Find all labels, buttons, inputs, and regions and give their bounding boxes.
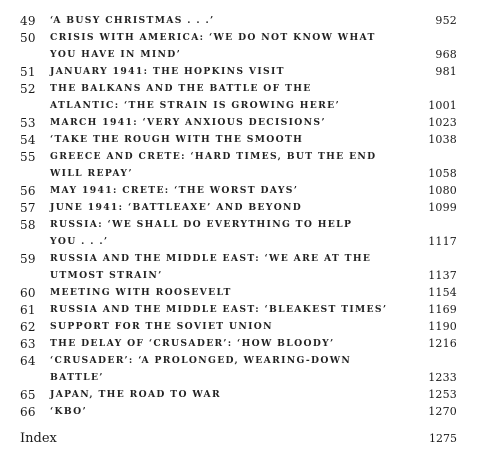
chapter-number: 56	[20, 184, 36, 198]
chapter-title	[50, 318, 420, 335]
chapter-number: 53	[20, 116, 36, 130]
page-number: 1137	[428, 269, 457, 282]
page-number: 1190	[428, 320, 457, 333]
index-page-number: 1275	[429, 432, 457, 445]
page-number: 1038	[428, 133, 457, 146]
chapter-title-line: SUPPORT FOR THE SOVIET UNION	[50, 321, 273, 332]
page-number: 1117	[428, 235, 457, 248]
page-number: 1058	[428, 167, 457, 180]
chapter-title	[50, 403, 420, 420]
chapter-number: 51	[20, 65, 36, 79]
chapter-number: 62	[20, 320, 36, 334]
chapter-title	[50, 199, 420, 216]
page-number: 1023	[428, 116, 457, 129]
chapter-title-line: MAY 1941: CRETE: ‘THE WORST DAYS’	[50, 185, 299, 196]
page-number: 1080	[428, 184, 457, 197]
chapter-title	[50, 216, 420, 250]
page-number: 1253	[428, 388, 457, 401]
chapter-title	[50, 80, 420, 114]
chapter-title	[50, 114, 420, 131]
chapter-title	[50, 386, 420, 403]
page-number: 952	[435, 14, 457, 27]
chapter-title-line: ATLANTIC: ‘THE STRAIN IS GROWING HERE’	[50, 100, 341, 111]
chapter-title	[50, 335, 420, 352]
page-number: 1233	[428, 371, 457, 384]
chapter-title-line: RUSSIA AND THE MIDDLE EAST: ‘BLEAKEST TIMES’	[50, 304, 388, 315]
chapter-title-line: MARCH 1941: ‘VERY ANXIOUS DECISIONS’	[50, 117, 326, 128]
chapter-title-line: JANUARY 1941: THE HOPKINS VISIT	[50, 66, 285, 77]
chapter-number: 58	[20, 218, 36, 232]
chapter-number: 49	[20, 14, 36, 28]
chapter-title	[50, 148, 420, 182]
chapter-number: 65	[20, 388, 36, 402]
page-number: 1169	[428, 303, 457, 316]
chapter-number: 55	[20, 150, 36, 164]
chapter-title-line: YOU . . .’	[50, 236, 109, 247]
chapter-title	[50, 12, 420, 29]
chapter-title	[50, 63, 420, 80]
chapter-number: 57	[20, 201, 36, 215]
chapter-title-line: THE DELAY OF ‘CRUSADER’: ‘HOW BLOODY’	[50, 338, 335, 349]
chapter-number: 66	[20, 405, 36, 419]
chapter-title-line: THE BALKANS AND THE BATTLE OF THE	[50, 83, 312, 94]
page-number: 1216	[428, 337, 457, 350]
chapter-title-line: RUSSIA: ‘WE SHALL DO EVERYTHING TO HELP	[50, 219, 353, 230]
chapter-number: 64	[20, 354, 36, 368]
chapter-title	[50, 250, 420, 284]
page-number: 1001	[428, 99, 457, 112]
chapter-title	[50, 284, 420, 301]
chapter-title	[50, 352, 420, 386]
chapter-title	[50, 29, 420, 63]
page-number: 968	[435, 48, 457, 61]
chapter-title-line: JAPAN, THE ROAD TO WAR	[50, 389, 221, 400]
chapter-title-line: ‘TAKE THE ROUGH WITH THE SMOOTH	[50, 134, 304, 145]
index-label: Index	[20, 431, 57, 446]
chapter-title-line: BATTLE’	[50, 372, 104, 383]
chapter-number: 50	[20, 31, 36, 45]
chapter-title-line: JUNE 1941: ‘BATTLEAXE’ AND BEYOND	[50, 202, 303, 213]
chapter-title-line: CRISIS WITH AMERICA: ‘WE DO NOT KNOW WHAT	[50, 32, 376, 43]
chapter-title-line: ‘CRUSADER’: ‘A PROLONGED, WEARING-DOWN	[50, 355, 352, 366]
chapter-title	[50, 301, 420, 318]
page-number: 1099	[428, 201, 457, 214]
chapter-number: 60	[20, 286, 36, 300]
chapter-title-line: GREECE AND CRETE: ‘HARD TIMES, BUT THE END	[50, 151, 377, 162]
chapter-title-line: ‘KBO’	[50, 406, 88, 417]
chapter-number: 61	[20, 303, 36, 317]
chapter-title-line: UTMOST STRAIN’	[50, 270, 163, 281]
chapter-number: 54	[20, 133, 36, 147]
chapter-title	[50, 182, 420, 199]
chapter-title-line: RUSSIA AND THE MIDDLE EAST: ‘WE ARE AT THE	[50, 253, 372, 264]
chapter-title-line: ‘A BUSY CHRISTMAS . . .’	[50, 15, 215, 26]
page-number: 981	[435, 65, 457, 78]
chapter-title-line: YOU HAVE IN MIND’	[50, 49, 182, 60]
chapter-title	[50, 131, 420, 148]
chapter-title-line: WILL REPAY’	[50, 168, 133, 179]
chapter-number: 63	[20, 337, 36, 351]
page-number: 1270	[428, 405, 457, 418]
chapter-title-line: MEETING WITH ROOSEVELT	[50, 287, 232, 298]
chapter-number: 52	[20, 82, 36, 96]
page-number: 1154	[428, 286, 457, 299]
chapter-number: 59	[20, 252, 36, 266]
